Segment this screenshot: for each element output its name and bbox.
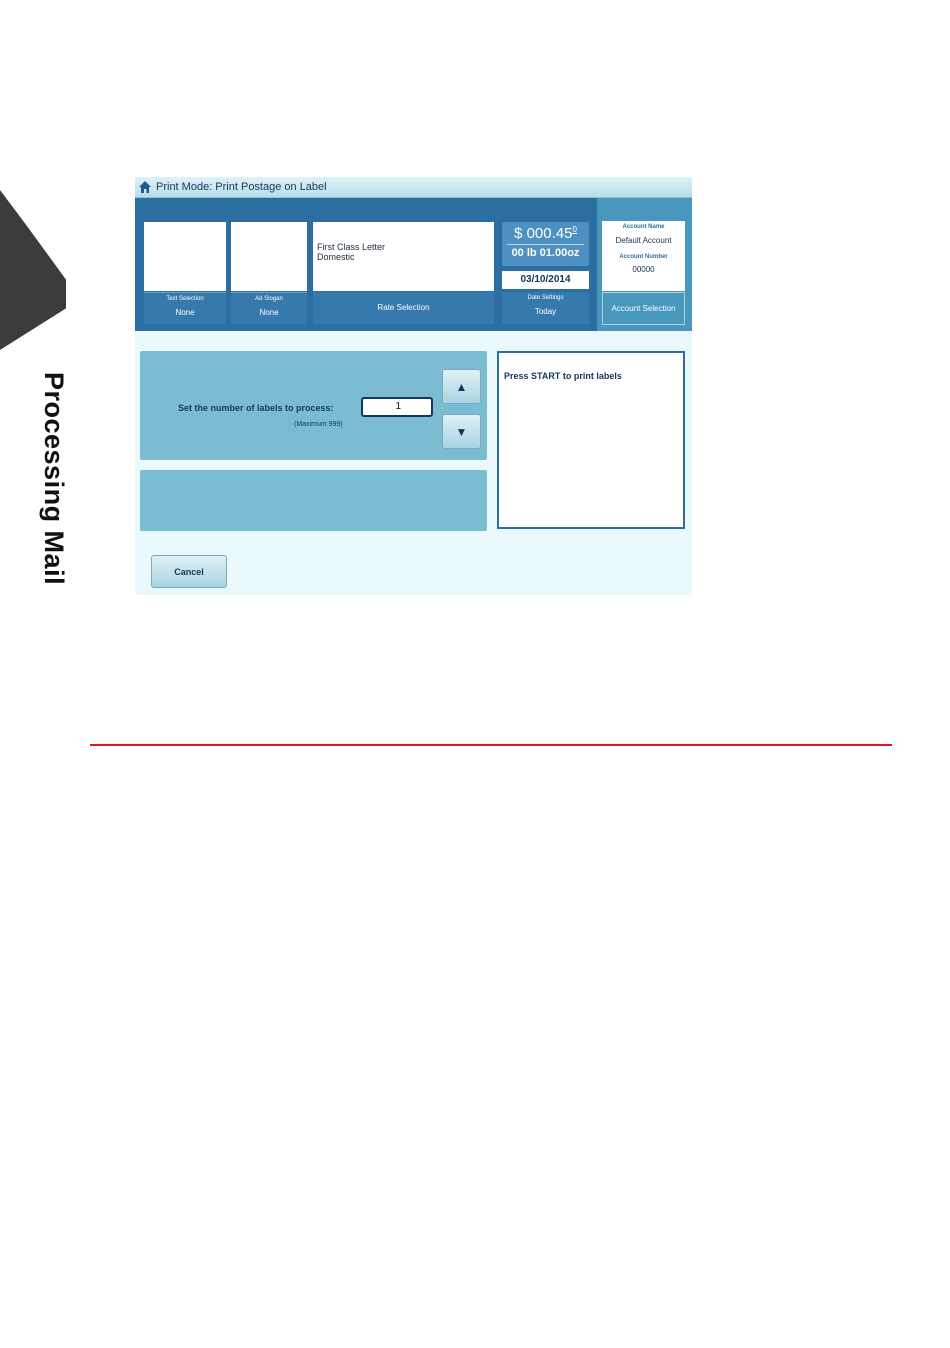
weight-value: 00 lb 01.00oz bbox=[511, 247, 580, 259]
section-tab bbox=[0, 190, 66, 350]
home-icon[interactable] bbox=[138, 180, 152, 194]
divider-rule bbox=[90, 744, 892, 746]
rate-selection-button[interactable]: Rate Selection bbox=[313, 292, 494, 324]
instruction-message: Press START to print labels bbox=[504, 371, 622, 381]
section-label: Processing Mail bbox=[39, 372, 69, 586]
account-info bbox=[602, 221, 685, 291]
label-count-max: (Maximum 999) bbox=[294, 421, 343, 428]
date-value[interactable]: 03/10/2014 bbox=[502, 271, 589, 289]
postage-fraction: 0 bbox=[572, 225, 577, 234]
title-bar bbox=[135, 177, 692, 198]
label-count-prompt: Set the number of labels to process: bbox=[178, 403, 334, 413]
label-count-panel bbox=[140, 351, 487, 460]
ad-slogan-preview[interactable] bbox=[231, 222, 307, 291]
account-name: Default Account bbox=[615, 236, 672, 245]
device-screen bbox=[135, 177, 692, 595]
account-number: 00000 bbox=[632, 265, 655, 274]
up-arrow-icon: ▲ bbox=[455, 379, 468, 394]
account-selection-button[interactable]: Account Selection bbox=[602, 292, 685, 325]
rate-preview[interactable] bbox=[313, 222, 494, 291]
text-selection-preview[interactable] bbox=[144, 222, 226, 291]
account-number-caption: Account Number bbox=[619, 254, 668, 260]
cancel-button[interactable]: Cancel bbox=[151, 555, 227, 588]
text-selection-caption: Text Selection bbox=[166, 296, 204, 302]
date-settings-caption: Date Settings bbox=[527, 295, 564, 301]
ad-slogan-button[interactable] bbox=[231, 292, 307, 324]
postage-display bbox=[502, 222, 589, 266]
increment-button[interactable] bbox=[442, 369, 481, 404]
postage-divider bbox=[507, 244, 584, 245]
date-setting-value: Today bbox=[534, 307, 557, 316]
date-settings-button[interactable] bbox=[502, 292, 589, 324]
secondary-panel bbox=[140, 470, 487, 531]
ad-slogan-value: None bbox=[259, 308, 279, 317]
label-count-input[interactable]: 1 bbox=[361, 397, 433, 417]
rate-type: Domestic bbox=[317, 252, 355, 262]
postage-amount: $ 000.45$^0$ bbox=[514, 225, 577, 242]
text-selection-value: None bbox=[175, 308, 195, 317]
account-name-caption: Account Name bbox=[622, 224, 665, 230]
rate-class: First Class Letter bbox=[317, 242, 386, 252]
decrement-button[interactable] bbox=[442, 414, 481, 449]
message-area bbox=[497, 351, 685, 529]
page-title: Print Mode: Print Postage on Label bbox=[156, 181, 327, 193]
ad-slogan-caption: Ad Slogan bbox=[255, 296, 283, 302]
rate-description bbox=[317, 242, 385, 262]
down-arrow-icon: ▼ bbox=[455, 424, 468, 439]
text-selection-button[interactable] bbox=[144, 292, 226, 324]
